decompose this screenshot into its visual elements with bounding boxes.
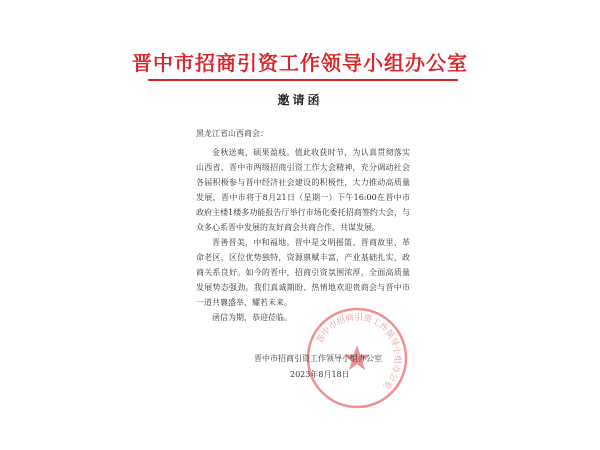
issuing-organization-title: 晋中市招商引资工作领导小组办公室 <box>132 51 468 75</box>
svg-text:晋中市招商引资工作领导小组办公室: 晋中市招商引资工作领导小组办公室 <box>315 312 403 391</box>
letter-date: 2023年8月18日 <box>290 370 350 379</box>
body-paragraph: 金秋送爽，硕果盈枝。值此收获时节，为认真贯彻落实山西省、晋中市两级招商引资工作大会精神，充分调动社会各届积极参与晋中经济社会建设的积极性，大力推动高质量发展，晋中市将于8月21日（星期一）下午16:00在晋中市政府主楼1楼多功能报告厅举行市场化委托招商签约大会，与众多心系晋中发展的友好商会共商合作、共谋发展。 <box>196 148 410 232</box>
letter-body <box>196 145 410 325</box>
salutation: 黑龙江省山西商会： <box>196 129 268 138</box>
body-paragraph: 晋善晋美，中和福地。晋中是文明摇篮、晋商故里、革命老区，区位优势独特，资源禀赋丰富，产业基础扎实，政商关系良好。如今的晋中，招商引资氛围浓厚，全面高质量发展势态强劲。我们真诚期盼、热情地欢迎贵商会与晋中市一道共襄盛举，耀若未来。 <box>196 238 410 307</box>
document-title: 邀请函 <box>277 93 323 107</box>
red-header-rule <box>148 79 458 81</box>
signature-organization: 晋中市招商引资工作领导小组办公室 <box>254 354 382 363</box>
body-paragraph: 函信为期，恭迎莅临。 <box>212 313 292 322</box>
